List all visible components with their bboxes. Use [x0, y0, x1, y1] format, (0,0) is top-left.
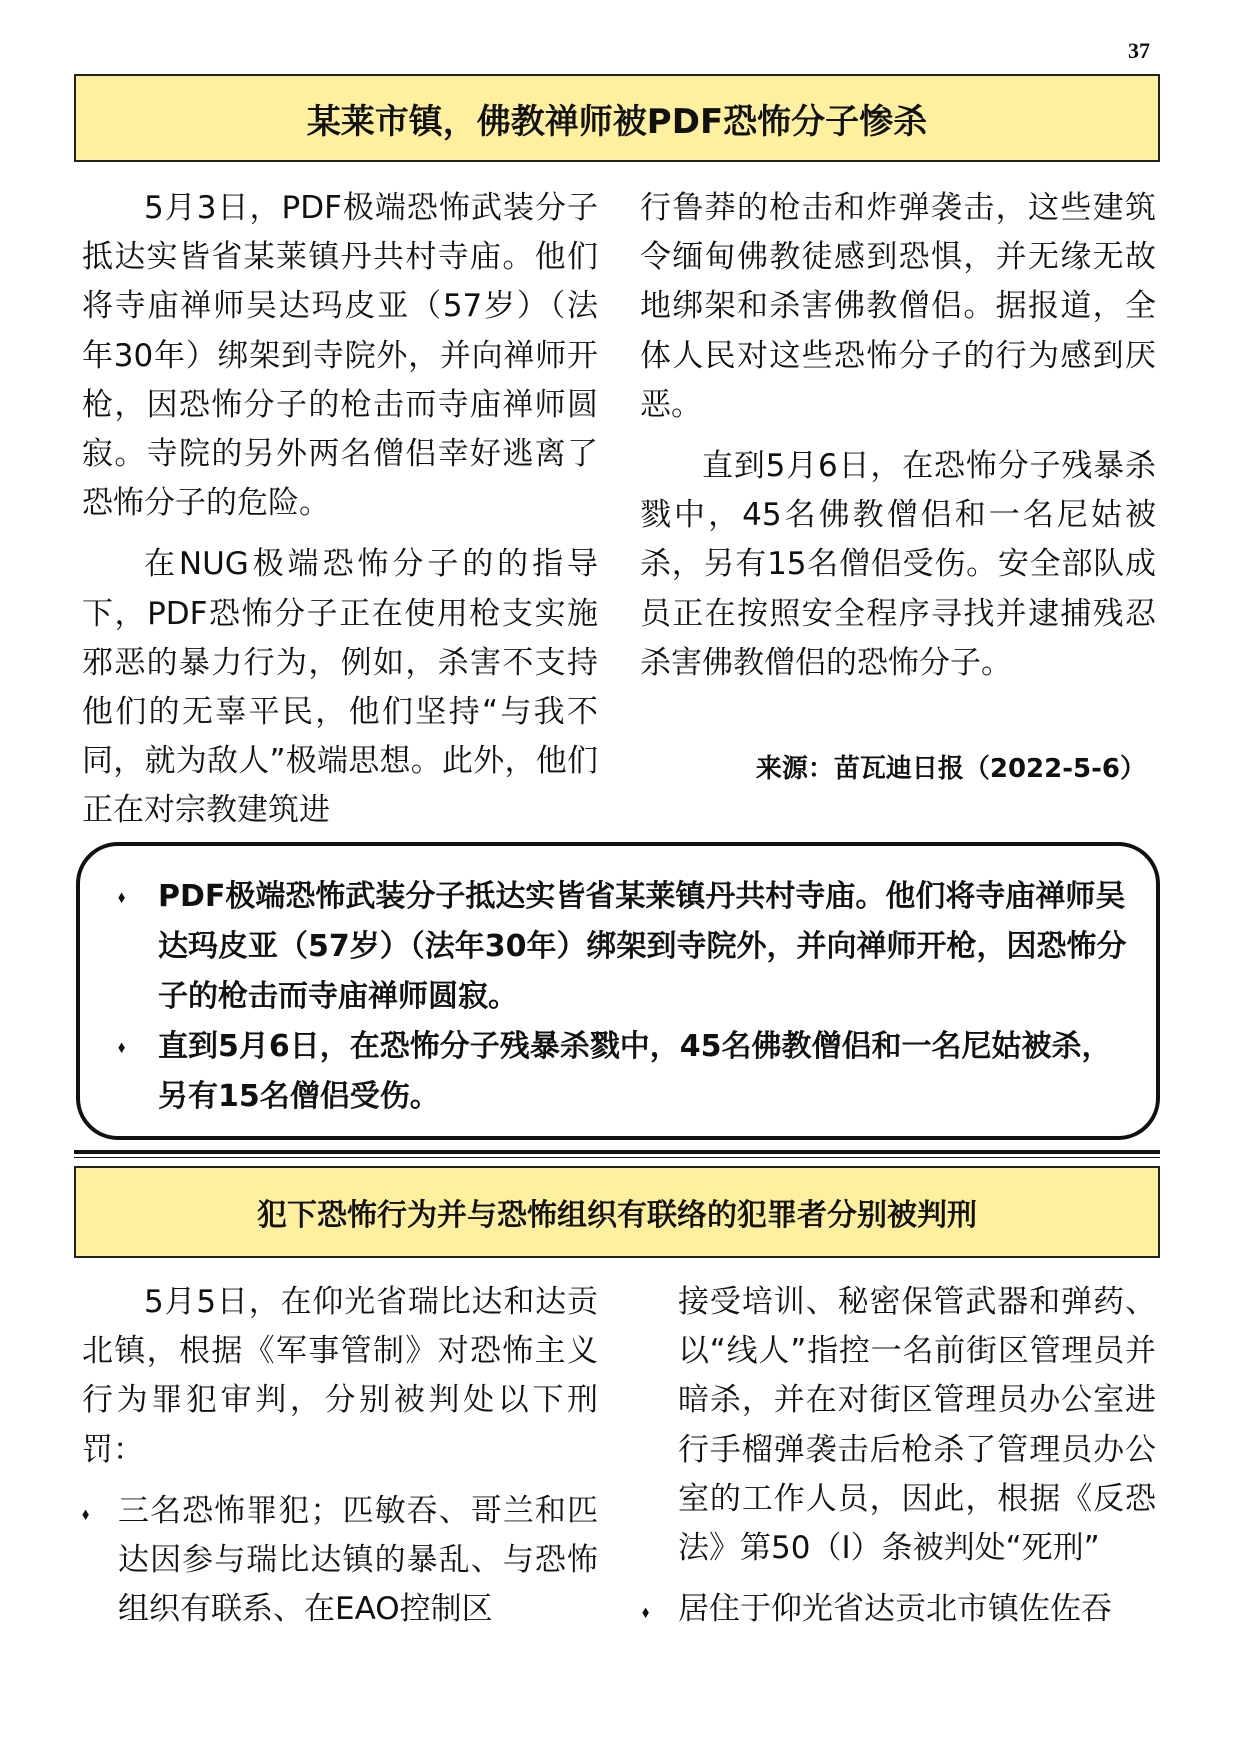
article1-source: 来源：苗瓦迪日报（2022-5-6）: [755, 754, 1146, 784]
article2-right-column: [642, 1278, 1156, 1634]
article1-paragraph-2-continued: 行鲁莽的枪击和炸弹袭击，这些建筑令缅甸佛教徒感到恐惧，并无缘无故地绑架和杀害佛教僧侣。据报道，全体人民对这些恐怖分子的行为感到厌恶。: [640, 190, 1156, 423]
summary-item: [104, 872, 1134, 1022]
summary-item-text: 直到5月6日，在恐怖分子残暴杀戮中，45名佛教僧侣和一名尼姑被杀，另有15名僧侣受伤。: [158, 1029, 1112, 1114]
article2-list-item: [82, 1487, 598, 1635]
page-number: 37: [1128, 38, 1150, 63]
article1-paragraph-1: 5月3日，PDF极端恐怖武装分子抵达实皆省某莱镇丹共村寺庙。他们将寺庙禅师吴达玛皮亚（57岁）（法年30年）绑架到寺院外，并向禅师开枪，因恐怖分子的枪击而寺庙禅师圆寂。寺院的另外两名僧侣幸好逃离了恐怖分子的危险。: [82, 190, 598, 522]
summary-box: [76, 842, 1160, 1140]
article2-title: 犯下恐怖行为并与恐怖组织有联络的犯罪者分别被判刑: [74, 1166, 1160, 1258]
article2-item1-continued: 接受培训、秘密保管武器和弹药、以“线人”指控一名前街区管理员并暗杀，并在对街区管理员办公室进行手榴弹袭击后枪杀了管理员办公室的工作人员，因此，根据《反恐法》第50（I）条被判处“死刑”: [678, 1284, 1156, 1567]
article1-paragraph-3: 直到5月6日，在恐怖分子残暴杀戮中，45名佛教僧侣和一名尼姑被杀，另有15名僧侣受伤。安全部队成员正在按照安全程序寻找并逮捕残忍杀害佛教僧侣的恐怖分子。: [640, 448, 1156, 681]
diamond-bullet-icon: ⬧: [642, 1602, 650, 1622]
section-divider-thin: [74, 1157, 1160, 1158]
article2-item2-text: 居住于仰光省达贡北市镇佐佐吞: [678, 1591, 1112, 1628]
summary-item: [104, 1022, 1134, 1122]
summary-item-text: PDF极端恐怖武装分子抵达实皆省某莱镇丹共村寺庙。他们将寺庙禅师吴达玛皮亚（57岁）（法年30年）绑架到寺院外，并向禅师开枪，因恐怖分子的枪击而寺庙禅师圆寂。: [158, 879, 1127, 1014]
diamond-bullet-icon: ⬧: [118, 1037, 126, 1056]
article2-list-item: [642, 1585, 1156, 1634]
diamond-bullet-icon: ⬧: [82, 1503, 90, 1523]
article1-paragraph-2: 在NUG极端恐怖分子的的指导下，PDF恐怖分子正在使用枪支实施邪恶的暴力行为，例如，杀害不支持他们的无辜平民，他们坚持“与我不同，就为敌人”极端思想。此外，他们正在对宗教建筑进: [82, 546, 598, 829]
article2-intro: 5月5日，在仰光省瑞比达和达贡北镇，根据《军事管制》对恐怖主义行为罪犯审判，分别被判处以下刑罚：: [82, 1284, 598, 1468]
article1-title: 某莱市镇，佛教禅师被PDF恐怖分子惨杀: [74, 74, 1160, 162]
article1-right-column: [640, 184, 1156, 700]
article2-item1-text: 三名恐怖罪犯；匹敏吞、哥兰和匹达因参与瑞比达镇的暴乱、与恐怖组织有联系、在EAO控制区: [118, 1492, 598, 1628]
diamond-bullet-icon: ⬧: [118, 887, 126, 906]
article2-left-column: [82, 1278, 598, 1634]
section-divider: [74, 1150, 1160, 1154]
article1-left-column: [82, 184, 598, 848]
